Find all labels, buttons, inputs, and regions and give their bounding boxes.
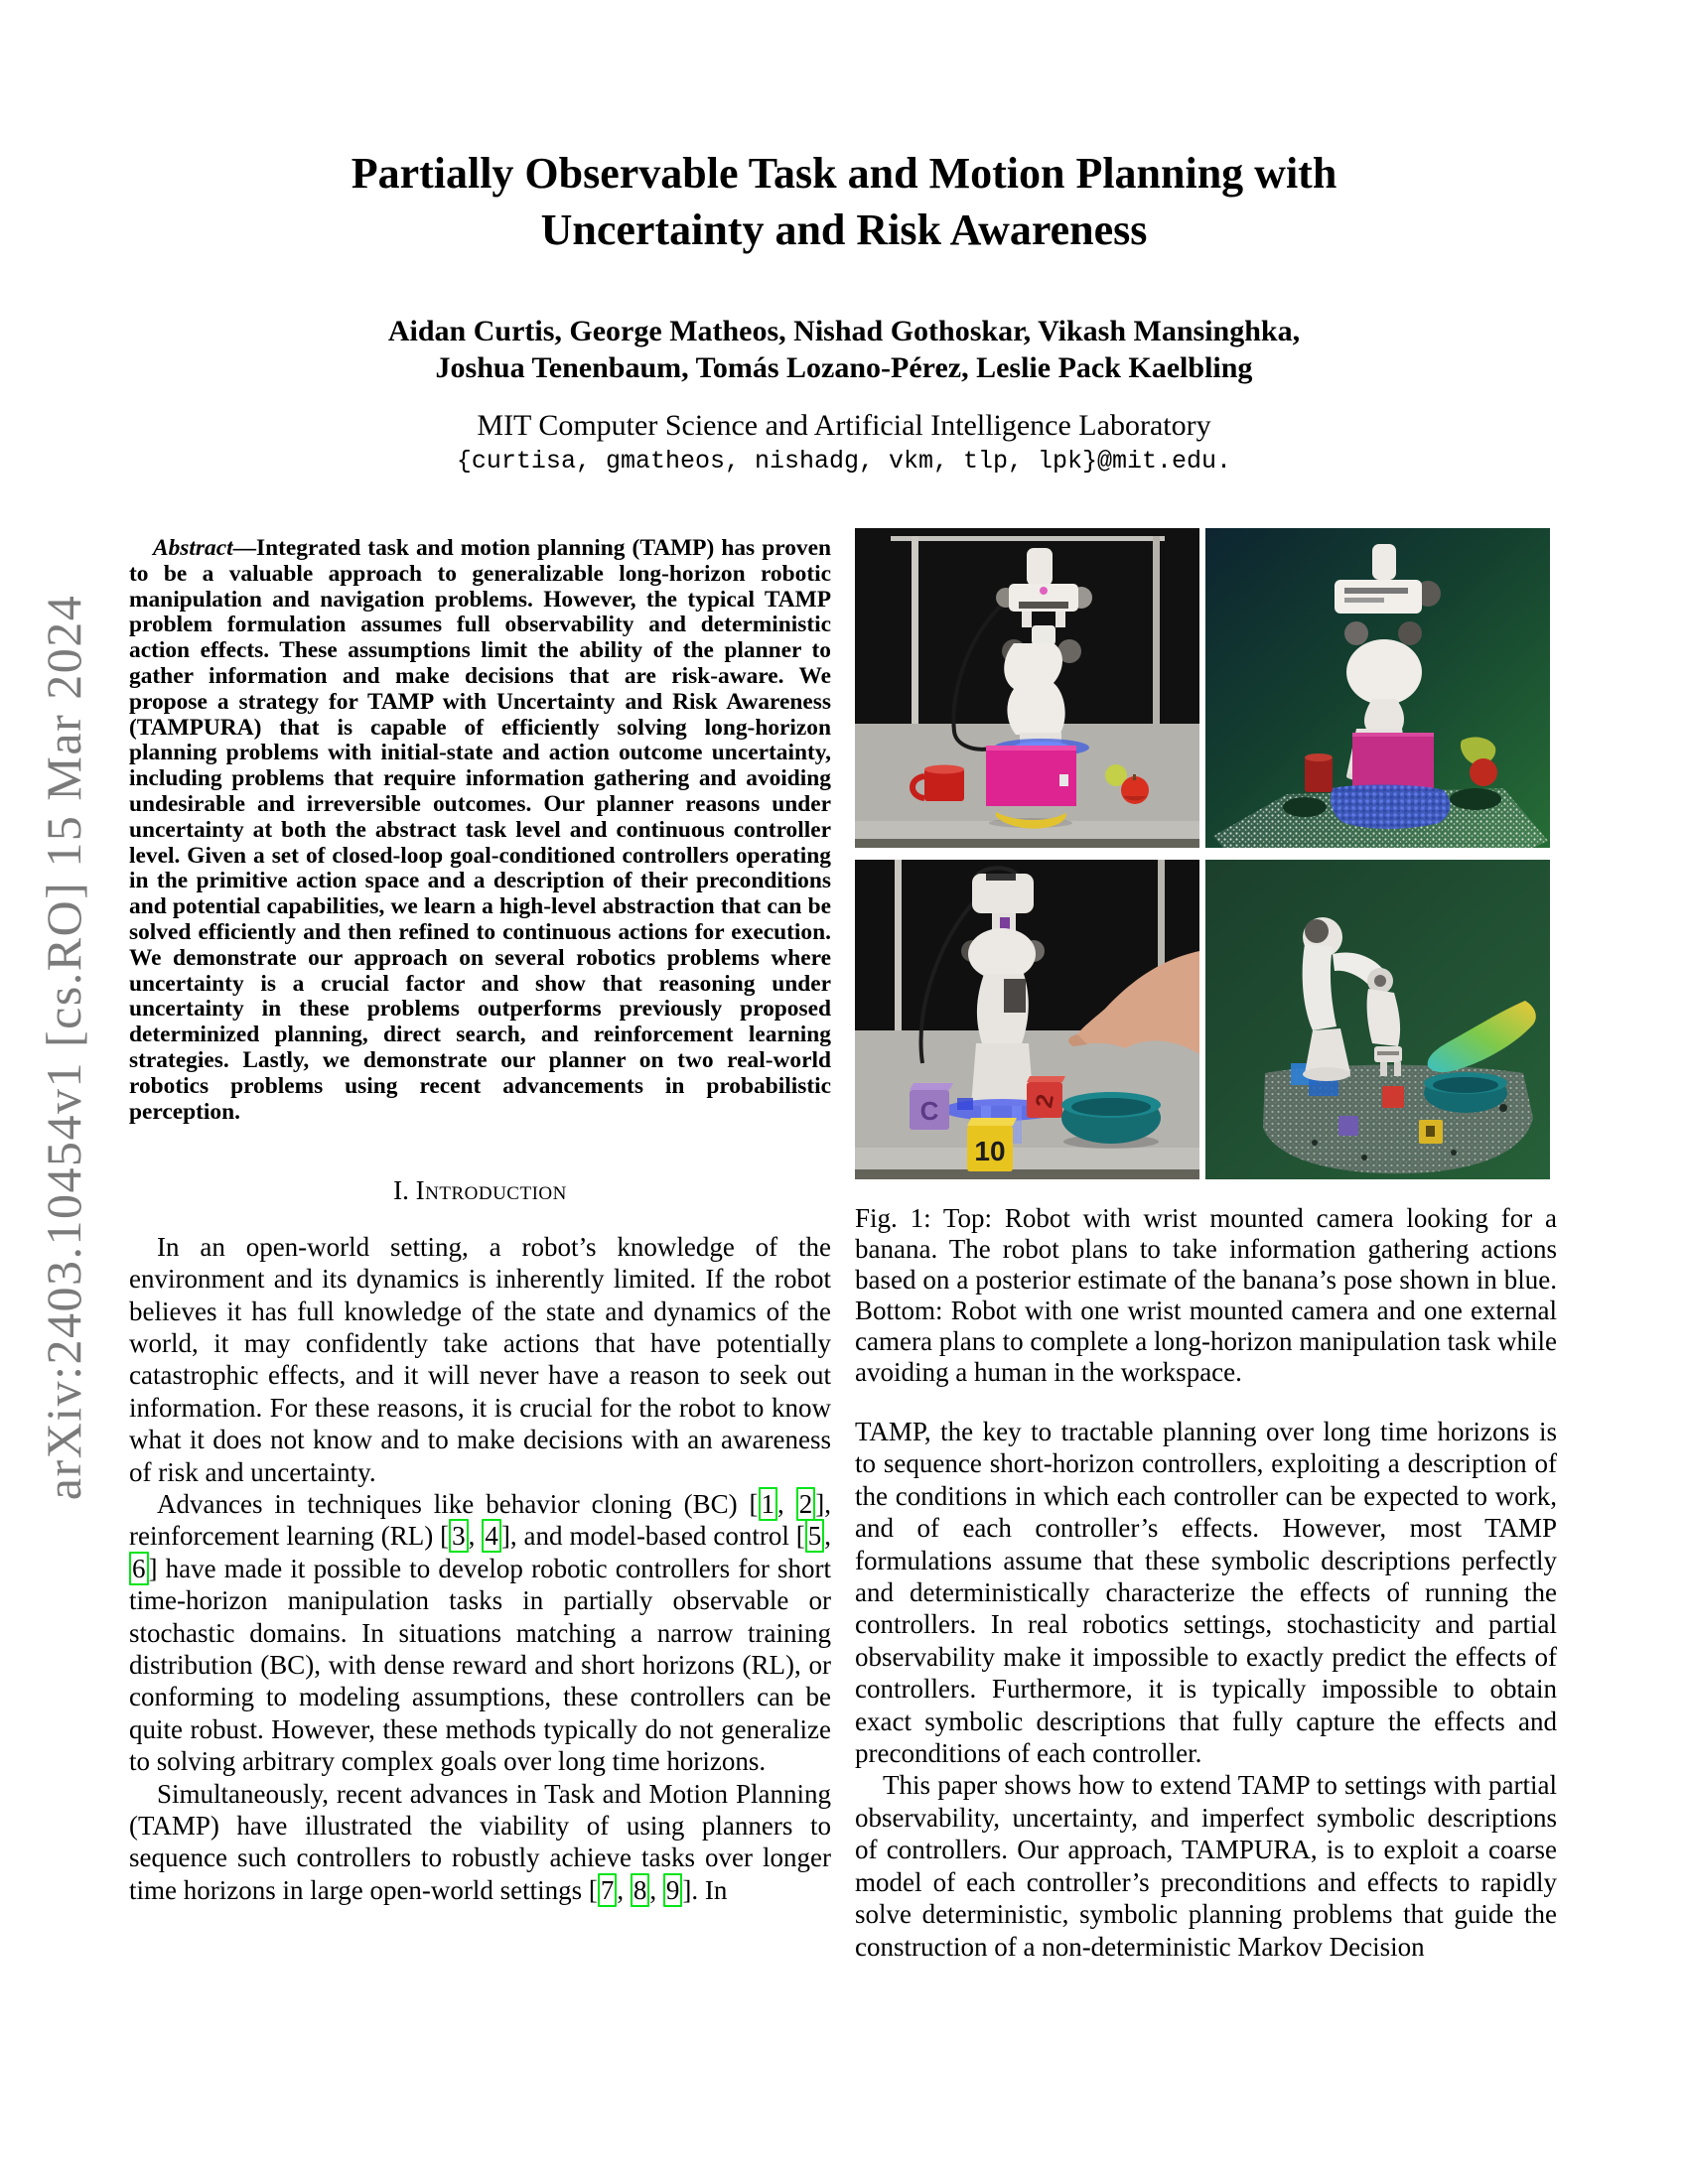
sim-teal-bowl xyxy=(1424,1072,1507,1113)
section-number: I. xyxy=(393,1175,409,1206)
svg-text:2: 2 xyxy=(1031,1092,1059,1111)
photo-robot-human-workspace xyxy=(855,860,1199,1179)
teal-bowl xyxy=(1061,1092,1161,1149)
sim-pink-box xyxy=(1352,733,1434,790)
figure-1-caption: Fig. 1: Top: Robot with wrist mounted camera looking for a banana. The robot plans to take information gathering actions based on a posterior estimate of the banana’s pose shown in blue. Bottom: Robot with one wrist mounted camera and one external camera plans to complete a long-horizon manipulation task while avoiding a human in the workspace. xyxy=(855,1203,1557,1387)
right-paragraph-1: TAMP, the key to tractable planning over long time horizons is to sequence short-horizon controllers, exploiting a description of the conditions in which each controller can be expected to work, and of each controller’s effects. However, most TAMP formulations assume that these symbolic descriptions perfectly and deterministically characterize the effects of running the controllers. In real robotics settings, stochasticity and partial observability make it impossible to exactly predict the effects of controllers. Furthermore, it is typically impossible to obtain exact symbolic descriptions that fully capture the effects and preconditions of each controller. xyxy=(855,1417,1557,1769)
intro-paragraph-1: In an open-world setting, a robot’s knowledge of the environment and its dynamics is inherently limited. If the robot believes it has full knowledge of the state and dynamics of the world, it may confidently take actions that have potentially catastrophic effects, and it will never have a reason to seek out information. For these reasons, it is crucial for the robot to know what it does not know and to make decisions with an awareness of risk and uncertainty. xyxy=(129,1231,831,1487)
abstract-text: —Integrated task and motion planning (TAMP) has proven to be a valuable approach to generalizable long-horizon robotic manipulation and navigation problems. However, the typical TAMP problem formulation assumes full observability and deterministic action effects. These assumptions limit the ability of the planner to gather information and make decisions that are risk-aware. We propose a strategy for TAMP with Uncertainty and Risk Awareness (TAMPURA) that is capable of efficiently solving long-horizon planning problems with initial-state and action outcome uncertainty, including problems that require information gathering and avoiding undesirable and irreversible outcomes. Our planner reasons under uncertainty at both the abstract task level and continuous controller level. Given a set of closed-loop goal-conditioned controllers operating in the primitive action space and a description of their preconditions and potential capabilities, we learn a high-level abstraction that can be solved efficiently and then refined to continuous actions for execution. We demonstrate our approach on several robotics problems where uncertainty is a crucial factor and show that reasoning under uncertainty in these problems outperforms previously proposed determinized planning, direct search, and reinforcement learning strategies. Lastly, we demonstrate our planner on two real-world robotics problems using recent advancements in probabilistic perception. xyxy=(129,535,831,1125)
red-cube xyxy=(1027,1076,1065,1118)
right-paragraph-2: This paper shows how to extend TAMP to settings with partial observability, uncertainty, and imperfect symbolic descriptions of controllers. Our approach, TAMPURA, is to exploit a coarse model of each controller’s preconditions and effects to rapidly solve deterministic, symbolic planning problems that guide the construction of a non-deterministic Markov Decision xyxy=(855,1770,1557,1962)
citation-ref[interactable]: 1 xyxy=(759,1487,778,1521)
paper-title-line1: Partially Observable Task and Motion Planning with xyxy=(351,149,1337,198)
photo-robot-banana-search xyxy=(855,528,1199,848)
sim-yellow-cube xyxy=(1419,1120,1443,1144)
citation-ref[interactable]: 6 xyxy=(129,1552,149,1585)
paper-title-line2: Uncertainty and Risk Awareness xyxy=(540,205,1148,254)
paper-title xyxy=(0,145,1688,258)
figure-1 xyxy=(855,528,1557,1388)
svg-text:C: C xyxy=(919,1096,939,1126)
sim-red-cube xyxy=(1382,1086,1404,1108)
citation-ref[interactable]: 3 xyxy=(449,1519,469,1553)
sim-render-banana-posterior xyxy=(1205,528,1550,848)
figure-1-image-grid xyxy=(855,528,1550,1179)
authors-line2: Joshua Tenenbaum, Tomás Lozano-Pérez, Leslie Pack Kaelbling xyxy=(435,351,1253,384)
arxiv-watermark: arXiv:2403.10454v1 [cs.RO] 15 Mar 2024 xyxy=(36,594,91,1501)
author-emails: {curtisa, gmatheos, nishadg, vkm, tlp, lpk}@mit.edu. xyxy=(456,447,1232,476)
citation-ref[interactable]: 2 xyxy=(796,1487,816,1521)
citation-ref[interactable]: 4 xyxy=(482,1519,501,1553)
pink-box xyxy=(986,746,1076,806)
citation-ref[interactable]: 9 xyxy=(663,1873,683,1907)
intro-paragraph-2: Advances in techniques like behavior cloning (BC) [ 1 , 2 ], reinforcement learning (RL) [ 3 , 4 ], and model-based control [ 5 , 6 ] have made it possible to develop robotic controllers for short time-horizon manipulation tasks in partially observable or stochastic domains. In situations matching a narrow training distribution (BC), with dense reward and short horizons (RL), or conforming to modeling assumptions, these controllers can be quite robust. However, these methods typically do not generalize to solving arbitrary complex goals over long time horizons. xyxy=(129,1488,832,1777)
citation-ref[interactable]: 7 xyxy=(598,1873,618,1907)
right-column xyxy=(855,528,1557,1963)
sim-render-human-avoidance xyxy=(1205,860,1550,1179)
sim-purple-cube xyxy=(1338,1116,1358,1136)
intro-paragraph-3: Simultaneously, recent advances in Task and Motion Planning (TAMP) have illustrated the viability of using planners to sequence such controllers to robustly achieve tasks over longer time horizons in large open-world settings [ 7 , 8 , 9 ]. In xyxy=(129,1778,831,1905)
left-column xyxy=(129,536,831,1906)
abstract-label: Abstract xyxy=(153,535,233,561)
affiliation: MIT Computer Science and Artificial Intelligence Laboratory xyxy=(477,409,1211,442)
purple-cube xyxy=(910,1083,953,1130)
yellow-cube xyxy=(967,1118,1017,1171)
sim-red-cup xyxy=(1305,753,1333,792)
citation-ref[interactable]: 8 xyxy=(631,1873,650,1907)
authors-line1: Aidan Curtis, George Matheos, Nishad Gothoskar, Vikash Mansinghka, xyxy=(387,315,1301,347)
citation-ref[interactable]: 5 xyxy=(805,1519,825,1553)
sim-red-apple xyxy=(1470,758,1497,786)
section-title: Introduction xyxy=(415,1175,567,1206)
posterior-blue-particles xyxy=(1331,784,1450,828)
svg-text:10: 10 xyxy=(974,1136,1006,1166)
section-heading-introduction xyxy=(129,1174,831,1206)
abstract xyxy=(129,536,831,1125)
author-list xyxy=(0,313,1688,386)
